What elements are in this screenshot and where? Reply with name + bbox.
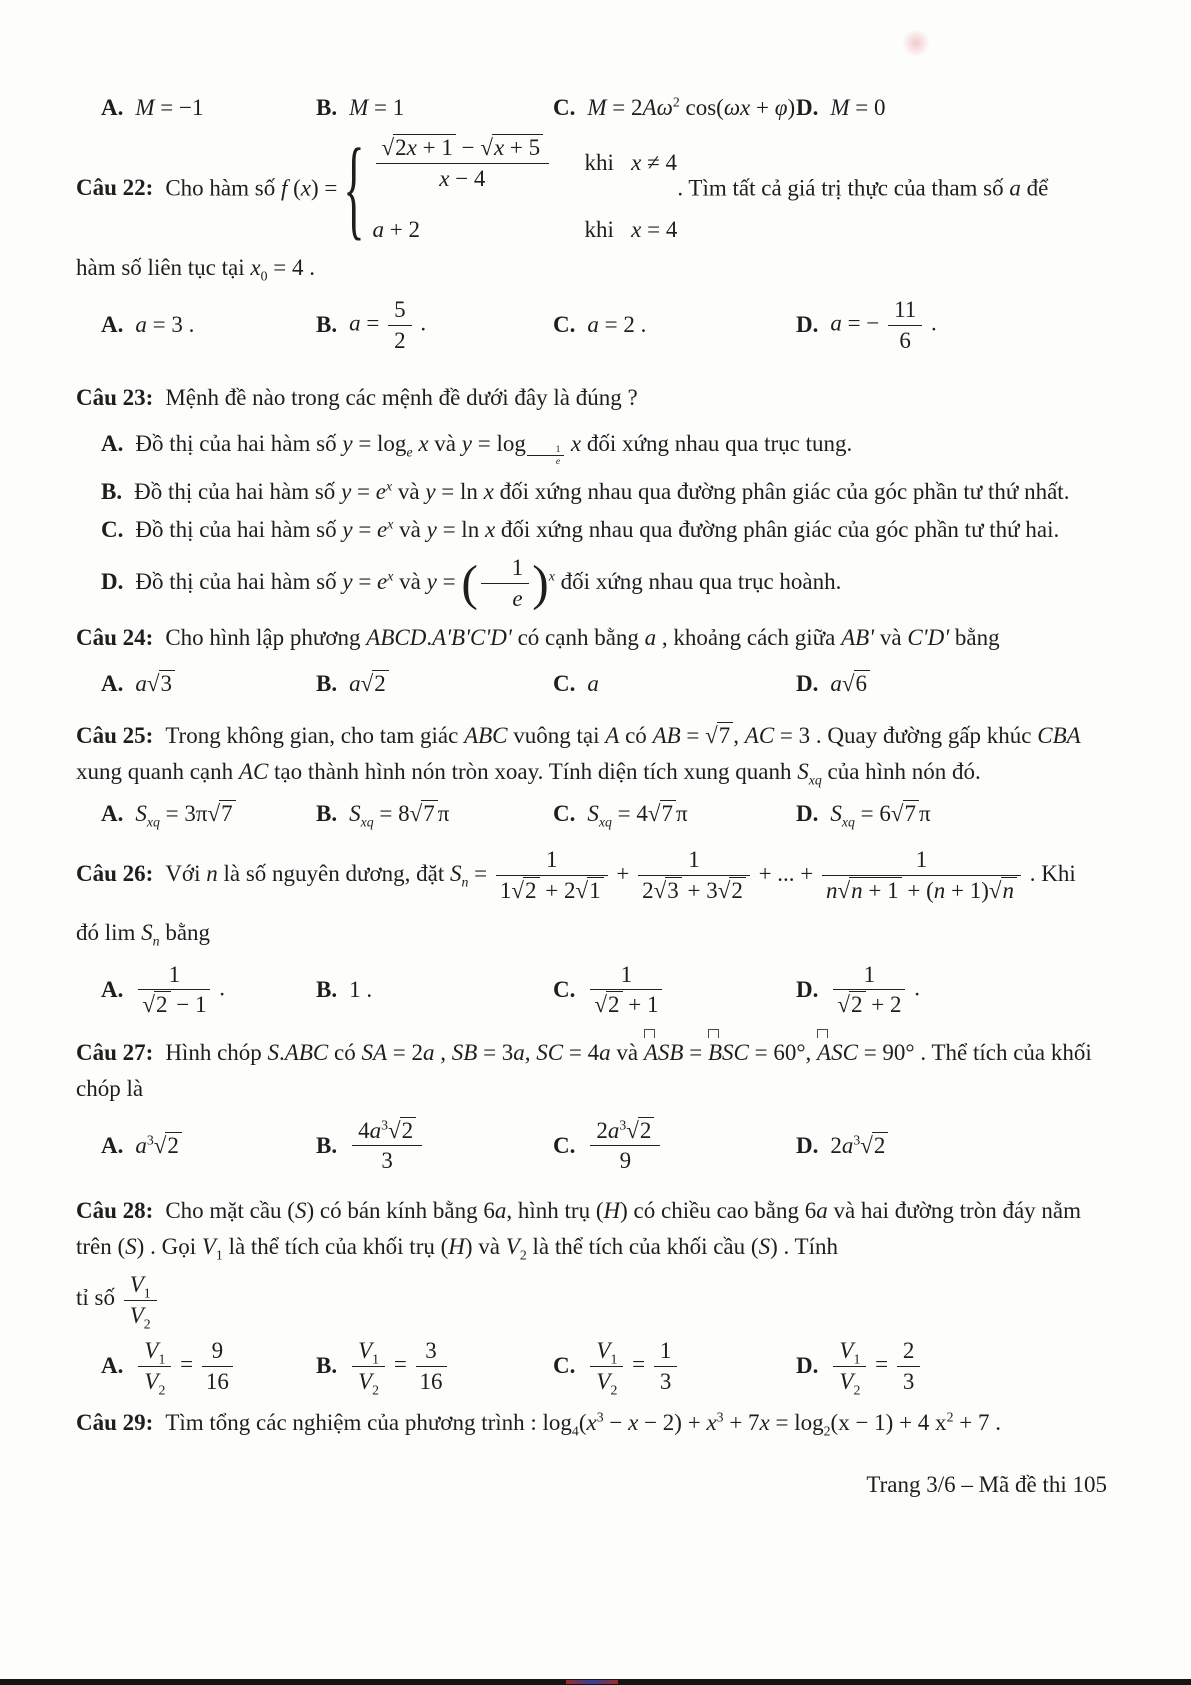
option-letter: D. [796, 801, 819, 827]
option-letter: D. [101, 568, 124, 594]
option-letter: B. [101, 479, 123, 505]
q21-option-b [316, 90, 553, 126]
option-value: Đồ thị của hai hàm số $y = e^x$ và y = ln x đối xứng nhau qua đường phân giác của góc phần tư thứ hai. [135, 516, 1060, 543]
q27-option-a [101, 1128, 316, 1164]
option-letter: B. [316, 312, 338, 338]
option-letter: D. [796, 976, 819, 1002]
option-value: a = − $\frac{11}{6}$ . [830, 297, 937, 353]
option-value: Đồ thị của hai hàm số $y = \log_e x$ và y = log $_{\frac{1}{e}}$ x đối xứng nhau qua trục tung. [135, 431, 853, 467]
option-value: $S_{xq} = 3\pi√7$ [135, 796, 235, 832]
q24-option-b [316, 666, 553, 702]
question-22-continuation: hàm số liên tục tại $x_0 = 4$ . [76, 255, 315, 284]
q28-option-a [101, 1335, 316, 1397]
option-letter: D. [796, 1132, 819, 1158]
option-letter: A. [101, 431, 124, 457]
question-23-option-a [76, 426, 1117, 466]
q24-option-c [553, 666, 796, 702]
option-letter: A. [101, 1353, 124, 1379]
question-27-label: Câu 27: [76, 1039, 154, 1065]
option-letter: C. [101, 517, 124, 543]
q22-outro: . Tìm tất cả giá trị thực của tham số a để [677, 175, 1049, 201]
q22-condition-1: khi x ≠ 4 [584, 150, 677, 176]
option-value: $\frac{1}{√2 - 1}$ . [135, 959, 225, 1021]
q25-option-a [101, 796, 316, 832]
q26-option-d [796, 959, 1117, 1021]
q22-option-b [316, 294, 553, 356]
q28-option-c [553, 1335, 796, 1397]
question-23-option-d [76, 552, 1117, 614]
option-letter: A. [101, 801, 124, 827]
option-letter: C. [553, 801, 576, 827]
question-22-options-row [76, 294, 1117, 356]
option-letter: C. [553, 95, 576, 120]
option-letter: A. [101, 976, 124, 1002]
question-22-stem [76, 126, 1117, 252]
option-value: $S_{xq} = 6√7$ π [830, 801, 931, 831]
piecewise-cases [373, 132, 678, 248]
option-value: $\frac{V_1}{V_2}$ = $\frac{3}{16}$ [349, 1335, 449, 1397]
piecewise-brace: { [343, 126, 365, 252]
question-23-option-b [76, 474, 1117, 510]
option-letter: C. [553, 312, 576, 338]
option-value: $\frac{V_1}{V_2}$ = $\frac{9}{16}$ [135, 1335, 235, 1397]
option-value: 1 . [349, 976, 373, 1002]
option-value: M = 1 [349, 95, 405, 120]
q21-option-d [796, 90, 1117, 126]
option-value: $S_{xq} = 8√7$ π [349, 801, 450, 831]
question-23-option-c [76, 512, 1117, 548]
q24-option-a [101, 666, 316, 702]
option-letter: B. [316, 801, 338, 827]
option-letter: A. [101, 95, 124, 120]
question-26-options-row [76, 959, 1117, 1021]
option-letter: C. [553, 1132, 576, 1158]
option-value: $\frac{4a^3√2}{3}$ [349, 1115, 425, 1177]
question-21-options-row [76, 90, 1117, 126]
option-value: a√6 [830, 666, 870, 702]
question-25-label: Câu 25: [76, 723, 154, 749]
q28-option-d [796, 1335, 1117, 1397]
option-letter: C. [553, 1353, 576, 1379]
question-27-stem: Câu 27: Hình chóp S.ABC có SA = 2a , SB = 3a, SC = 4a và ASB = BSC = 60°, ASC = 90° . Thể tích của khối chóp là [76, 1035, 1117, 1107]
option-letter: D. [796, 312, 819, 338]
option-letter: A. [101, 671, 124, 697]
q24-option-d [796, 666, 1117, 702]
question-26-label: Câu 26: [76, 860, 154, 886]
q22-option-a [101, 307, 316, 343]
option-value: $\frac{2a^3√2}{9}$ [587, 1115, 663, 1177]
page-footer: Trang 3/6 – Mã đề thi 105 [866, 1472, 1107, 1498]
option-value: $M = 2A\omega^2$ cos(ωx + φ) [587, 94, 796, 120]
option-letter: B. [316, 976, 338, 1002]
option-letter: A. [101, 312, 124, 338]
question-28-stem: Câu 28: Cho mặt cầu (S) có bán kính bằng 6a, hình trụ (H) có chiều cao bằng 6a và hai đường tròn đáy nằm trên (S) . Gọi $V_1$ là thể tích của khối trụ (H) và $V_2$ là thể tích của khối cầu (S) . Tính [76, 1198, 1081, 1263]
option-value: $\frac{1}{√2 + 1}$ [587, 959, 665, 1021]
option-value: a = 2 . [587, 312, 647, 338]
question-26-stem: Câu 26: Với n là số nguyên dương, đặt $S_n$ = $\frac{1}{1√2 + 2√1}$ + $\frac{1}{2√3 + 3√2}$ + ... + $\frac{1}{n√n + 1 + (n + 1)√n}$ . Khi [76, 847, 1076, 904]
q27-option-d [796, 1128, 1117, 1164]
option-letter: D. [796, 671, 819, 697]
option-letter: B. [316, 1353, 338, 1379]
option-letter: C. [553, 671, 576, 697]
question-29-label: Câu 29: [76, 1410, 154, 1436]
piecewise-case-1 [373, 132, 678, 194]
option-value: $\frac{V_1}{V_2}$ = $\frac{2}{3}$ [830, 1335, 923, 1397]
q22-condition-2: khi x = 4 [584, 217, 678, 243]
option-value: $a^3√2$ [135, 1128, 182, 1164]
option-value: $\frac{V_1}{V_2}$ = $\frac{1}{3}$ [587, 1335, 680, 1397]
option-value: $S_{xq} = 4√7$ π [587, 801, 688, 831]
option-letter: C. [553, 976, 576, 1002]
option-value: Đồ thị của hai hàm số $y = e^x$ và y = ln x đối xứng nhau qua đường phân giác của góc phần tư thứ nhất. [134, 478, 1070, 505]
option-value: a [587, 671, 599, 697]
option-value: a√2 [349, 666, 389, 702]
option-letter: A. [101, 1132, 124, 1158]
question-27-options-row [76, 1115, 1117, 1177]
option-letter: D. [796, 1353, 819, 1379]
q27-option-b [316, 1115, 553, 1177]
option-value: $2a^3√2$ [830, 1128, 888, 1164]
bottom-scan-edge-artifact [566, 1680, 618, 1684]
scan-smudge-artifact [903, 28, 929, 58]
option-letter: B. [316, 1132, 338, 1158]
q26-option-b [316, 972, 553, 1008]
option-value: Đồ thị của hai hàm số $y = e^x$ và y = ( $\frac{1}{e}$ )$^x$ đối xứng nhau qua trục hoành. [135, 555, 842, 611]
q25-option-d [796, 796, 1117, 832]
option-value: M = 0 [830, 95, 886, 120]
option-value: M = −1 [135, 95, 204, 120]
question-28-label: Câu 28: [76, 1198, 154, 1224]
option-value: $\frac{1}{√2 + 2}$ . [830, 959, 920, 1021]
q22-option-d [796, 294, 1117, 356]
q22-intro: Cho hàm số f (x) = [165, 175, 338, 201]
q26-option-c [553, 959, 796, 1021]
question-23-stem: Câu 23: Mệnh đề nào trong các mệnh đề dưới đây là đúng ? [76, 385, 638, 411]
question-23-label: Câu 23: [76, 385, 154, 411]
question-24-label: Câu 24: [76, 625, 154, 651]
q22-fraction: $\frac{√2x + 1 - √x + 5}{x - 4}$ [376, 134, 550, 192]
q27-option-c [553, 1115, 796, 1177]
question-25-stem: Câu 25: Trong không gian, cho tam giác ABC vuông tại A có AB = √7 , AC = 3 . Quay đường gấp khúc CBA xung quanh cạnh AC tạo thành hình nón tròn xoay. Tính diện tích xung quanh $S_{xq}$ của hình nón đó. [76, 723, 1081, 789]
option-letter: B. [316, 95, 338, 120]
q25-option-b [316, 796, 553, 832]
q22-option-c [553, 307, 796, 343]
question-28-options-row [76, 1335, 1117, 1397]
option-value: a = 3 . [135, 312, 195, 338]
question-25-options-row [76, 796, 1117, 832]
option-value: a√3 [135, 666, 175, 702]
q26-option-a [101, 959, 316, 1021]
option-letter: D. [796, 95, 819, 120]
question-29-stem: Câu 29: Tìm tổng các nghiệm của phương trình : $\log_4(x^3 - x - 2) + x^3 + 7x = \log_2(x - 1) + 4$ $x^2 + 7$ . [76, 1409, 1001, 1439]
q28-option-b [316, 1335, 553, 1397]
q21-option-c [553, 90, 796, 126]
q21-option-a [101, 90, 316, 126]
question-24-options-row [76, 666, 1117, 702]
question-26-continuation: đó $\lim S_n$ bằng [76, 919, 211, 949]
question-22-label: Câu 22: [76, 175, 154, 201]
option-letter: B. [316, 671, 338, 697]
question-28-ratio-line: tỉ số $\frac{V_1}{V_2}$ [76, 1269, 1117, 1331]
option-value: a = $\frac{5}{2}$ . [349, 297, 427, 353]
question-24-stem: Câu 24: Cho hình lập phương ABCD.A'B'C'D' có cạnh bằng a , khoảng cách giữa AB' và C'D' bằng [76, 625, 1000, 651]
piecewise-case-2: a + 2 khi x = 4 [373, 212, 678, 248]
q25-option-c [553, 796, 796, 832]
